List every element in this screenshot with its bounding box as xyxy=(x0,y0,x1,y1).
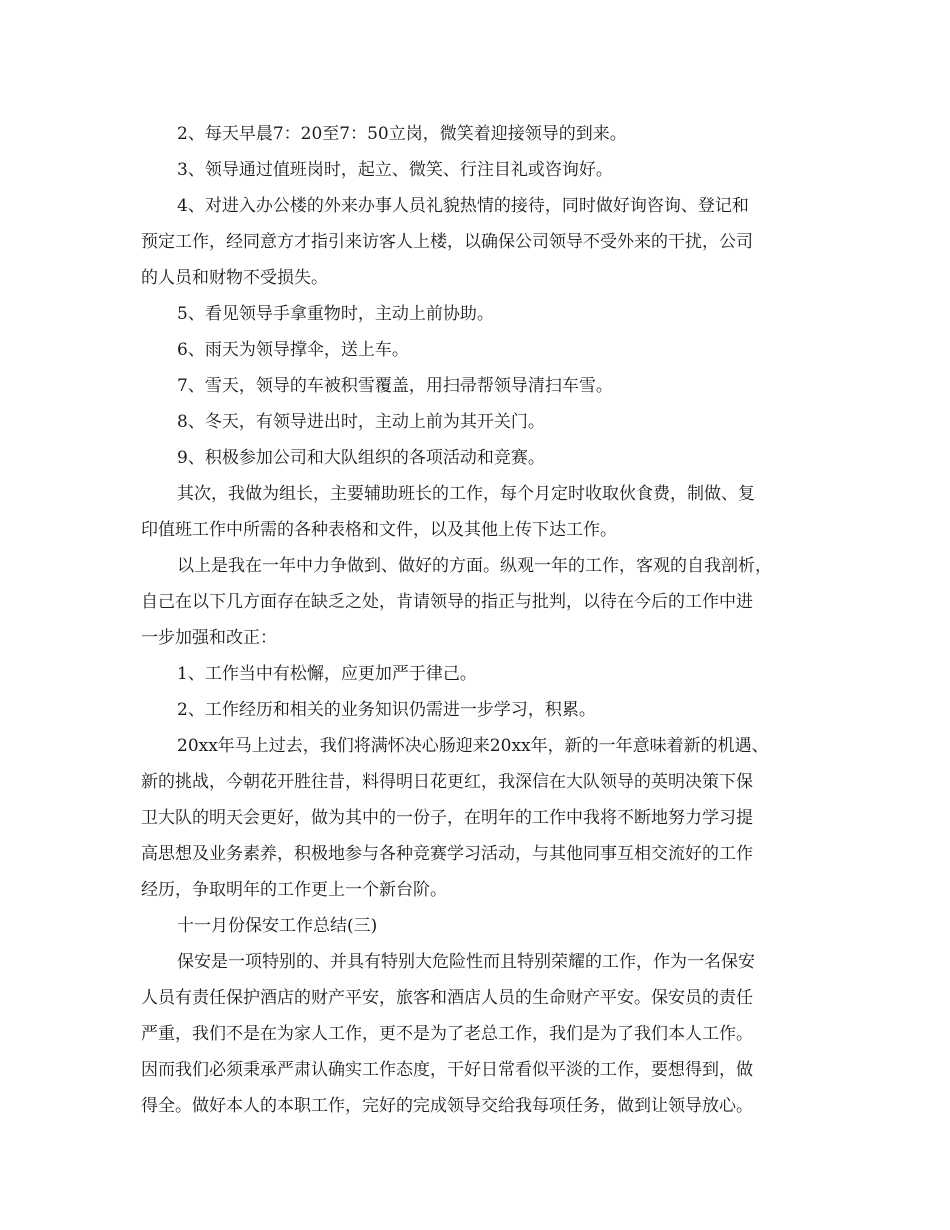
text-line: 预定工作，经同意方才指引来访客人上楼，以确保公司领导不受外来的干扰，公司 xyxy=(141,232,753,252)
text-line: 其次，我做为组长，主要辅助班长的工作，每个月定时收取伙食费，制做、复 xyxy=(177,484,755,504)
text-line: 2、工作经历和相关的业务知识仍需进一步学习，积累。 xyxy=(177,700,596,720)
text-line: 卫大队的明天会更好，做为其中的一份子，在明年的工作中我将不断地努力学习提 xyxy=(141,808,753,828)
text-line: 得全。做好本人的本职工作，完好的完成领导交给我每项任务，做到让领导放心。 xyxy=(141,1096,753,1116)
text-line: 严重，我们不是在为家人工作，更不是为了老总工作，我们是为了我们本人工作。 xyxy=(141,1024,753,1044)
text-line: 新的挑战，今朝花开胜往昔，料得明日花更红，我深信在大队领导的英明决策下保 xyxy=(141,772,753,792)
text-line: 保安是一项特别的、并具有特别大危险性而且特别荣耀的工作，作为一名保安 xyxy=(177,952,755,972)
text-line: 6、雨天为领导撑伞，送上车。 xyxy=(177,340,409,360)
text-line: 9、积极参加公司和大队组织的各项活动和竞赛。 xyxy=(177,448,545,468)
text-line: 20xx年马上过去，我们将满怀决心肠迎来20xx年，新的一年意味着新的机遇、 xyxy=(177,736,769,756)
text-line: 一步加强和改正： xyxy=(141,628,277,648)
document-body xyxy=(141,116,821,1124)
text-line: 高思想及业务素养，积极地参与各种竞赛学习活动，与其他同事互相交流好的工作 xyxy=(141,844,753,864)
text-line: 自己在以下几方面存在缺乏之处，肯请领导的指正与批判，以待在今后的工作中进 xyxy=(141,592,753,612)
text-line: 8、冬天，有领导进出时，主动上前为其开关门。 xyxy=(177,412,545,432)
text-line: 印值班工作中所需的各种表格和文件，以及其他上传下达工作。 xyxy=(141,520,617,540)
text-line: 7、雪天，领导的车被积雪覆盖，用扫帚帮领导清扫车雪。 xyxy=(177,376,613,396)
text-line: 人员有责任保护酒店的财产平安，旅客和酒店人员的生命财产平安。保安员的责任 xyxy=(141,988,753,1008)
text-line: 的人员和财物不受损失。 xyxy=(141,268,328,288)
text-line: 因而我们必须秉承严肃认确实工作态度，干好日常看似平淡的工作，要想得到，做 xyxy=(141,1060,753,1080)
text-line: 经历，争取明年的工作更上一个新台阶。 xyxy=(141,880,447,900)
text-line: 2、每天早晨7：20至7：50立岗，微笑着迎接领导的到来。 xyxy=(177,124,627,144)
section-heading: 十一月份保安工作总结(三) xyxy=(177,916,378,936)
text-line: 以上是我在一年中力争做到、做好的方面。纵观一年的工作，客观的自我剖析， xyxy=(177,556,772,576)
text-line: 1、工作当中有松懈，应更加严于律己。 xyxy=(177,664,477,684)
text-line: 4、对进入办公楼的外来办事人员礼貌热情的接待，同时做好询咨询、登记和 xyxy=(177,196,749,216)
text-line: 3、领导通过值班岗时，起立、微笑、行注目礼或咨询好。 xyxy=(177,160,613,180)
text-line: 5、看见领导手拿重物时，主动上前协助。 xyxy=(177,304,494,324)
